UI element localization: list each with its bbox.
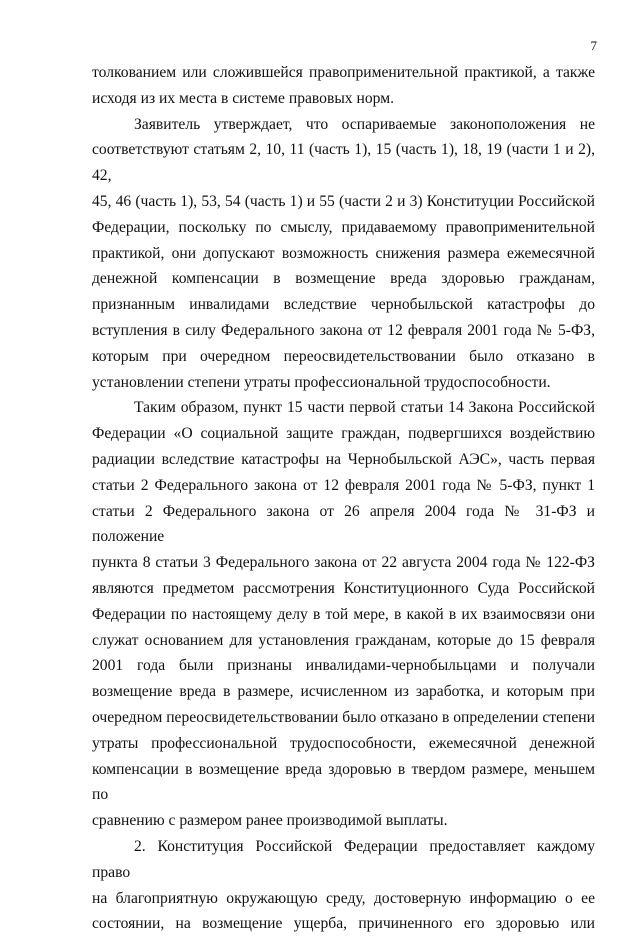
text-line: очередном переосвидетельствовании было отказано в определении степени	[92, 708, 595, 726]
text-line: компенсации в возмещение вреда здоровью в твердом размере, меньшем по	[92, 760, 595, 804]
text-line: вступления в силу Федерального закона от 12 февраля 2001 года № 5-ФЗ,	[92, 321, 595, 339]
text-line: состоянии, на возмещение ущерба, причиненного его здоровью или	[92, 915, 595, 933]
text-line: сравнению с размером ранее производимой выплаты.	[92, 812, 448, 830]
text-line: радиации вследствие катастрофы на Чернобыльской АЭС», часть первая	[92, 450, 595, 468]
text-line: возмещение вреда в размере, исчисленном из заработка, и которым при	[92, 683, 595, 701]
document-body	[92, 60, 595, 937]
text-line: исходя из их места в системе правовых норм.	[92, 89, 394, 107]
text-line: 45, 46 (часть 1), 53, 54 (часть 1) и 55 (части 2 и 3) Конституции Российской	[92, 192, 595, 210]
text-line: которым при очередном переосвидетельствовании было отказано в	[92, 347, 595, 365]
text-line: Федерации «О социальной защите граждан, подвергшихся воздействию	[92, 425, 595, 443]
text-line: 2. Конституция Российской Федерации предоставляет каждому право	[92, 837, 595, 881]
text-line: служат основанием для установления гражданам, которые до 15 февраля	[92, 631, 595, 649]
text-line: толкованием или сложившейся правоприменительной практикой, а также	[92, 64, 595, 81]
text-line: Федерации по настоящему делу в той мере, в какой в их взаимосвязи они	[92, 605, 595, 623]
paragraph-4	[92, 834, 595, 937]
text-line: утраты профессиональной трудоспособности, ежемесячной денежной	[92, 734, 595, 752]
paragraph-3	[92, 395, 595, 834]
paragraph-2	[92, 112, 595, 396]
text-line: являются предметом рассмотрения Конституционного Суда Российской	[92, 579, 595, 597]
paragraph-1	[92, 60, 595, 112]
text-line: пункта 8 статьи 3 Федерального закона от 22 августа 2004 года № 122-ФЗ	[92, 554, 595, 572]
text-line: 2001 года были признаны инвалидами-чернобыльцами и получали	[92, 657, 595, 675]
text-line: статьи 2 Федерального закона от 12 февраля 2001 года № 5-ФЗ, пункт 1	[92, 476, 595, 494]
text-line: практикой, они допускают возможность снижения размера ежемесячной	[92, 244, 595, 262]
page-number: 7	[590, 38, 597, 53]
text-line: статьи 2 Федерального закона от 26 апреля 2004 года № 31-ФЗ и положение	[92, 502, 595, 546]
text-line: Заявитель утверждает, что оспариваемые законоположения не	[134, 115, 595, 133]
text-line: денежной компенсации в возмещение вреда здоровью гражданам,	[92, 270, 595, 288]
text-line: соответствуют статьям 2, 10, 11 (часть 1), 15 (часть 1), 18, 19 (части 1 и 2), 42,	[92, 141, 595, 185]
text-line: установлении степени утраты профессиональной трудоспособности.	[92, 373, 551, 391]
text-line: Федерации, поскольку по смыслу, придаваемому правоприменительной	[92, 218, 595, 236]
text-line: Таким образом, пункт 15 части первой статьи 14 Закона Российской	[134, 399, 595, 417]
text-line: на благоприятную окружающую среду, достоверную информацию о ее	[92, 889, 595, 907]
text-line: признанным инвалидами вследствие чернобыльской катастрофы до	[92, 296, 595, 314]
